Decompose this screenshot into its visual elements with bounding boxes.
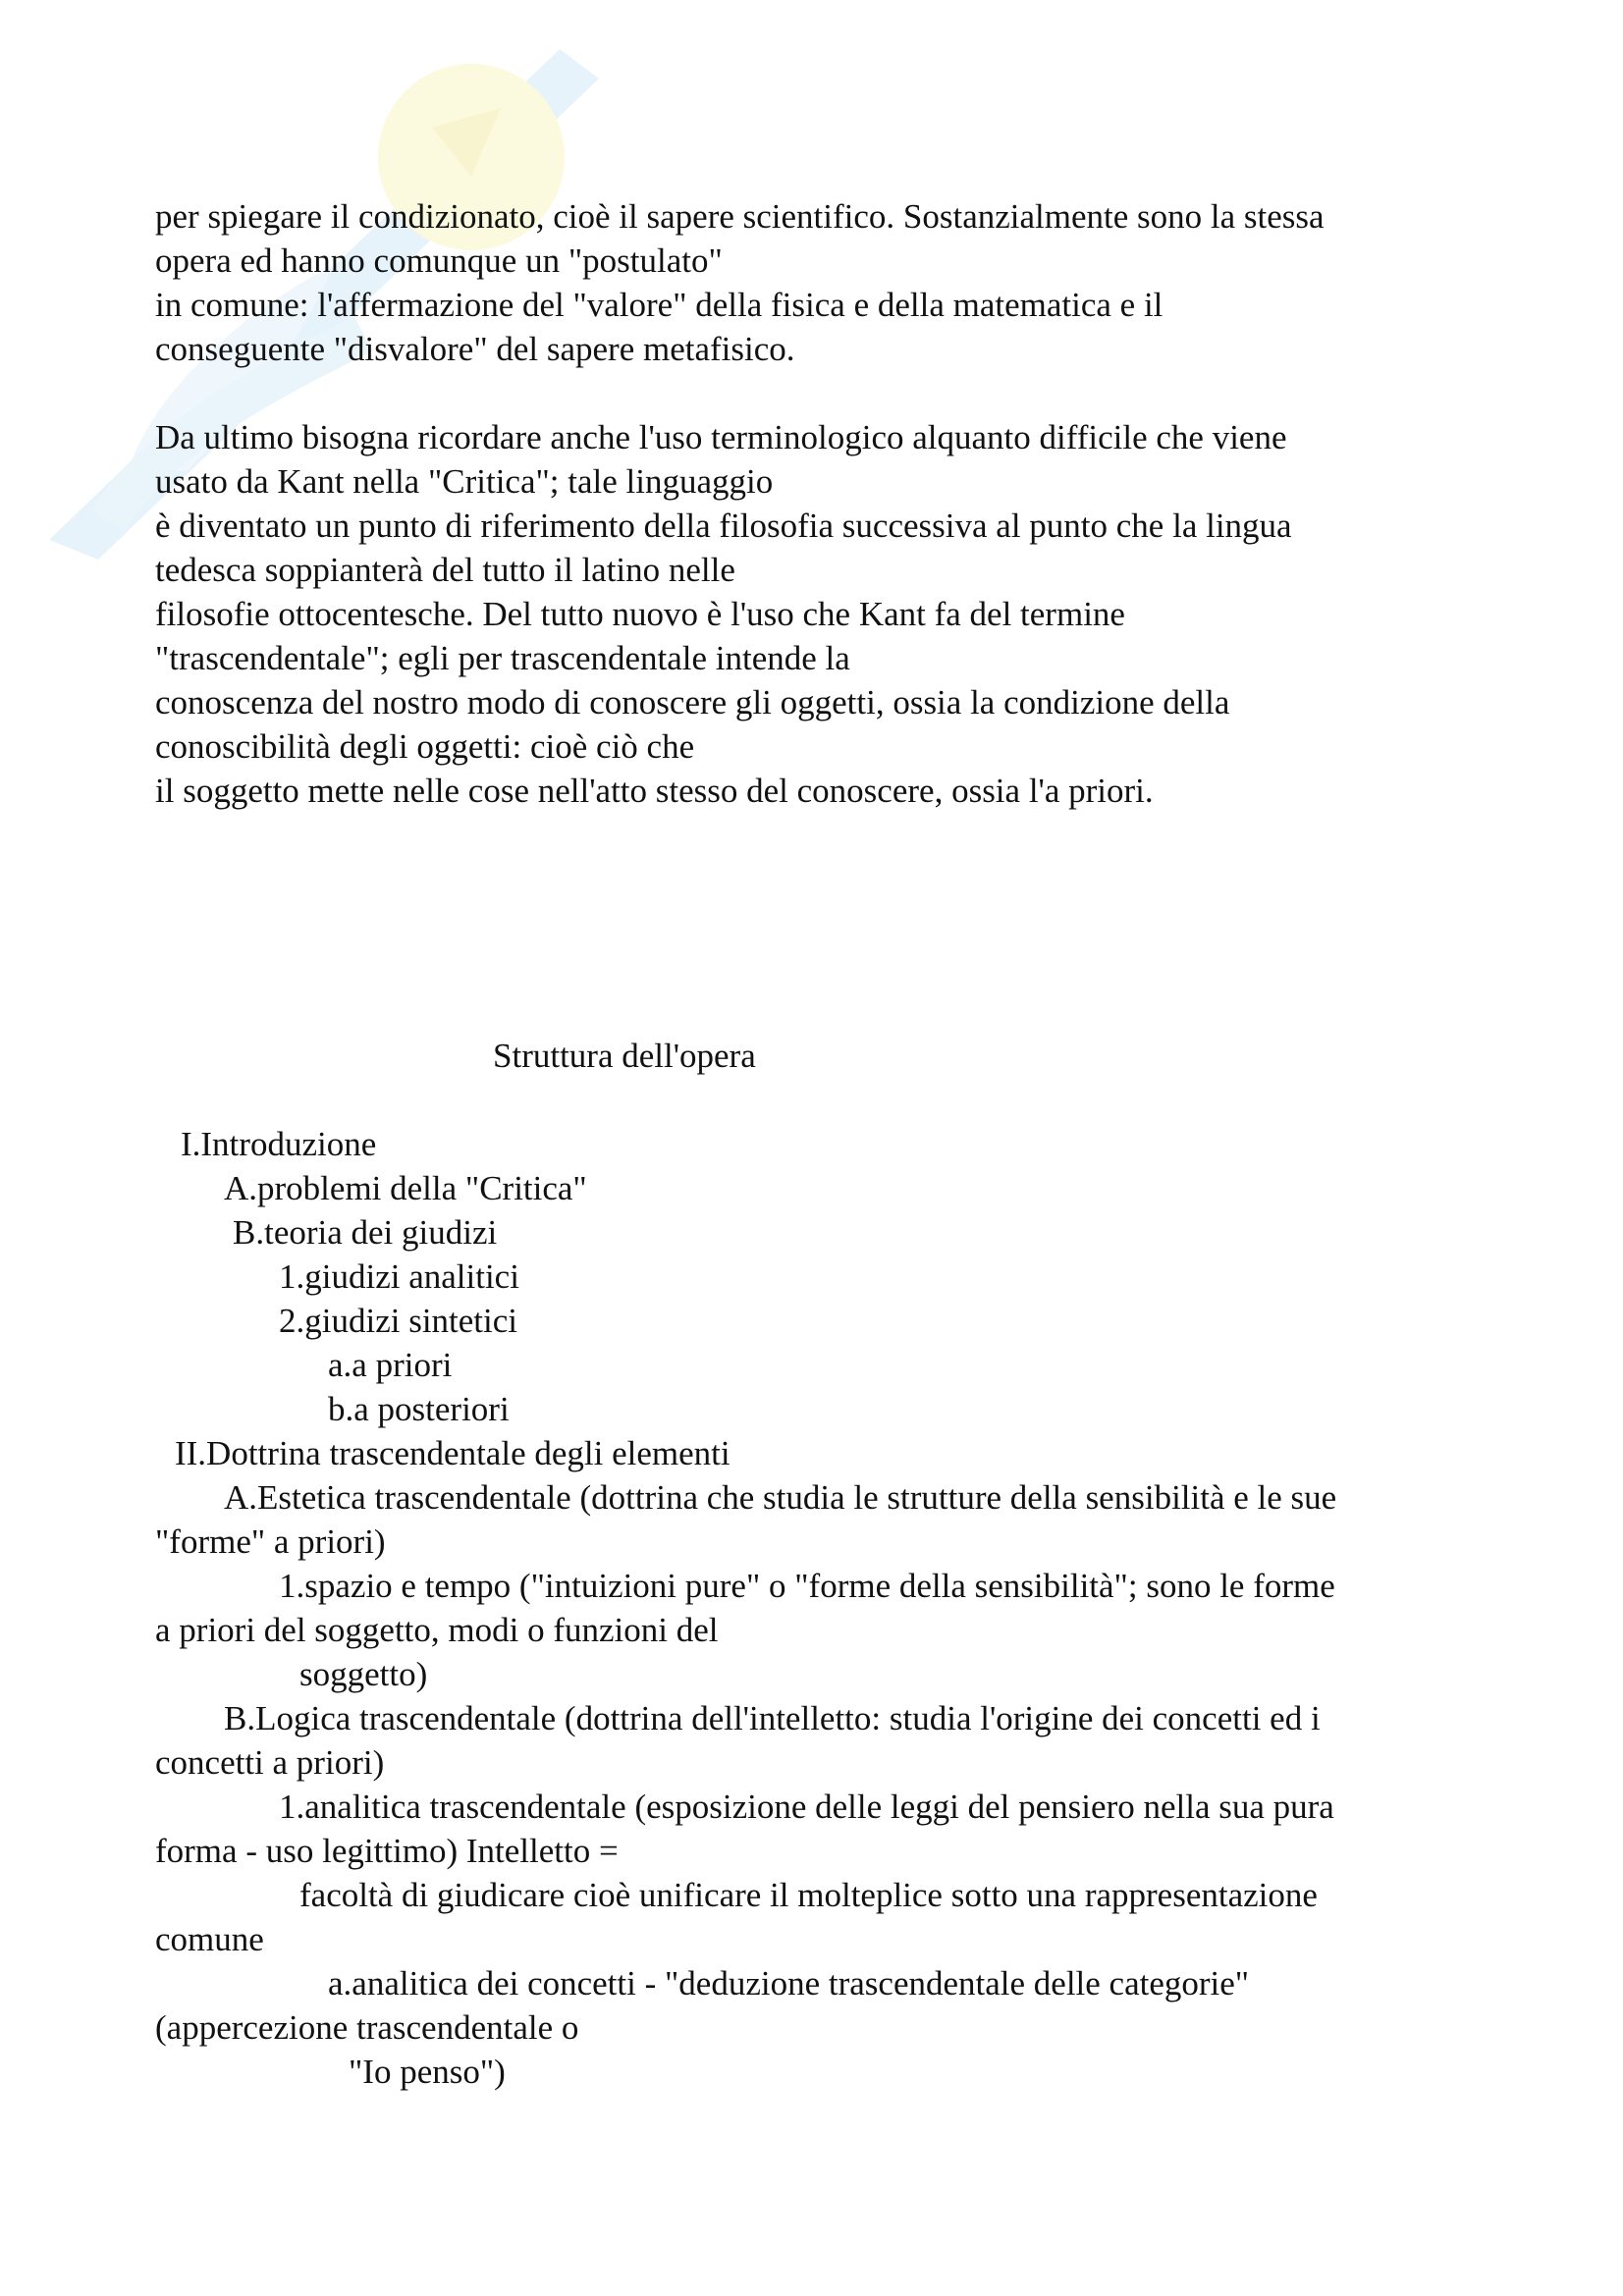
paragraph-line: in comune: l'affermazione del "valore" della fisica e della matematica e il [155,286,1163,324]
paragraph-line: "trascendentale"; egli per trascendentale intende la [155,639,850,677]
outline-item: 2.giudizi sintetici [279,1302,518,1340]
outline-item: forma - uso legittimo) Intelletto = [155,1832,619,1870]
paragraph-line: opera ed hanno comunque un "postulato" [155,241,723,280]
outline-item: a.analitica dei concetti - "deduzione trascendentale delle categorie" [328,1964,1250,2002]
paragraph-line: il soggetto mette nelle cose nell'atto stesso del conoscere, ossia l'a priori. [155,772,1154,810]
outline-item: II.Dottrina trascendentale degli elementi [175,1434,730,1472]
outline-item: A.problemi della "Critica" [224,1169,587,1207]
outline-item: "forme" a priori) [155,1522,386,1561]
outline-item: b.a posteriori [328,1390,510,1428]
paragraph-line: conoscenza del nostro modo di conoscere gli oggetti, ossia la condizione della [155,683,1230,721]
outline-item: I.Introduzione [181,1125,377,1163]
paragraph-line: Da ultimo bisogna ricordare anche l'uso terminologico alquanto difficile che viene [155,418,1287,456]
outline-item: facoltà di giudicare cioè unificare il molteplice sotto una rappresentazione [299,1876,1318,1914]
paragraph-line: tedesca soppianterà del tutto il latino nelle [155,551,735,589]
outline-item: soggetto) [299,1655,428,1693]
outline-item: A.Estetica trascendentale (dottrina che studia le strutture della sensibilità e le sue [224,1478,1337,1517]
paragraph-line: per spiegare il condizionato, cioè il sapere scientifico. Sostanzialmente sono la stessa [155,197,1325,236]
outline-item: B.Logica trascendentale (dottrina dell'intelletto: studia l'origine dei concetti ed i [224,1699,1321,1737]
outline-item: a priori del soggetto, modi o funzioni del [155,1611,719,1649]
outline-item: 1.spazio e tempo ("intuizioni pure" o "forme della sensibilità"; sono le forme [279,1567,1335,1605]
paragraph-line: conseguente "disvalore" del sapere metafisico. [155,330,795,368]
outline-item: (appercezione trascendentale o [155,2008,579,2047]
section-title: Struttura dell'opera [493,1037,756,1075]
outline-item: a.a priori [328,1346,453,1384]
outline-item: 1.giudizi analitici [279,1257,519,1296]
paragraph-line: filosofie ottocentesche. Del tutto nuovo è l'uso che Kant fa del termine [155,595,1125,633]
outline-item: concetti a priori) [155,1743,385,1782]
outline-item: "Io penso") [349,2053,506,2091]
outline-item: B.teoria dei giudizi [233,1213,498,1252]
paragraph-line: usato da Kant nella "Critica"; tale linguaggio [155,462,774,501]
paragraph-line: conoscibilità degli oggetti: cioè ciò che [155,727,695,766]
paragraph-line: è diventato un punto di riferimento della filosofia successiva al punto che la lingua [155,507,1292,545]
outline-item: 1.analitica trascendentale (esposizione delle leggi del pensiero nella sua pura [279,1788,1334,1826]
outline-item: comune [155,1920,264,1958]
